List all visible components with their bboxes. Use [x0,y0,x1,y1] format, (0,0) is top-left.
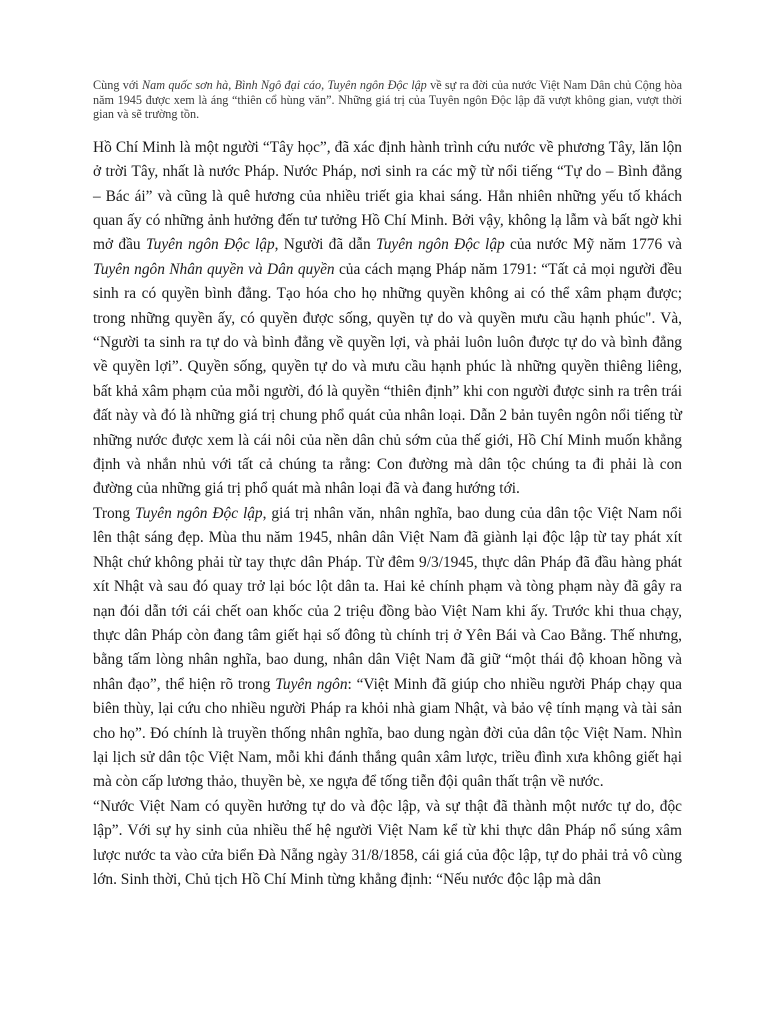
p2-title-2: Tuyên ngôn [275,675,348,693]
intro-text-1: Cùng với [93,78,142,92]
intro-text-4: về sự ra đời của nước Việt Nam Dân chủ Cộng hòa năm 1945 được xem là áng “thiên cổ hùng văn”. Những giá trị của Tuyên ngôn Độc lập đã vượt không gian, vượt thời gian và sẽ trường tồn. [93,78,682,122]
intro-text-2: , [228,78,235,92]
p1-title-1: Tuyên ngôn Độc lập [145,236,275,254]
paragraph-3 [93,795,682,893]
p1-text-a: Hồ Chí Minh là một người “Tây học”, đã xác định hành trình cứu nước về phương Tây, lăn lộn ở trời Tây, nhất là nước Pháp. Nước Pháp, nơi sinh ra các mỹ từ nổi tiếng “Tự do – Bình đẳng – Bác ái” và cũng là quê hương của nhiều triết gia khai sáng. Hẳn nhiên những yếu tố khách quan ấy có những ảnh hưởng đến tư tưởng Hồ Chí Minh. Bởi vậy, không lạ lẫm và bất ngờ khi mở đầu [93,138,682,254]
p1-text-b: , Người đã dẫn [274,236,376,254]
p1-text-c: của nước Mỹ năm 1776 và [504,236,683,254]
intro-title-nam-quoc-son-ha: Nam quốc sơn hà [141,78,229,92]
p2-text-a: Trong [93,504,135,522]
paragraph-1 [93,136,682,502]
p1-text-d: của cách mạng Pháp năm 1791: “Tất cả mọi người đều sinh ra có quyền bình đẳng. Tạo hóa cho họ những quyền không ai có thể xâm phạm được; trong những quyền ấy, có quyền được sống, quyền tự do và quyền mưu cầu hạnh phúc". Và, “Người ta sinh ra tự do và bình đẳng về quyền lợi, và phải luôn luôn được tự do và bình đẳng về quyền lợi”. Quyền sống, quyền tự do và mưu cầu hạnh phúc là những quyền thiêng liêng, bất khả xâm phạm của mỗi người, đó là quyền “thiên định” khi con người được sinh ra trên trái đất này và đó là những giá trị chung phổ quát của nhân loại. Dẫn 2 bản tuyên ngôn nổi tiếng từ những nước được xem là cái nôi của nền dân chủ sớm của thế giới, Hồ Chí Minh muốn khẳng định và nhắn nhủ với tất cả chúng ta rằng: Con đường mà dân tộc chúng ta đi phải là con đường của những giá trị phổ quát mà nhân loại đã và đang hướng tới. [93,260,682,498]
p2-text-b: , giá trị nhân văn, nhân nghĩa, bao dung của dân tộc Việt Nam nổi lên thật sáng đẹp. Mùa thu năm 1945, nhân dân Việt Nam đã giành lại độc lập từ tay phát xít Nhật chứ không phải từ tay thực dân Pháp. Từ đêm 9/3/1945, thực dân Pháp đã đầu hàng phát xít Nhật và sau đó quay trở lại bóc lột dân ta. Hai kẻ chính phạm và tòng phạm này đã gây ra nạn đói dẫn tới cái chết oan khốc của 2 triệu đồng bào Việt Nam khi ấy. Trước khi thua chạy, thực dân Pháp còn đang tâm giết hại số đông tù chính trị ở Yên Bái và Cao Bằng. Thế nhưng, bằng tấm lòng nhân nghĩa, bao dung, nhân dân Việt Nam đã giữ “một thái độ khoan hồng và nhân đạo”, thể hiện rõ trong [93,504,682,693]
p3-text-a: “Nước Việt Nam có quyền hưởng tự do và độc lập, và sự thật đã thành một nước tự do, độc lập”. Với sự hy sinh của nhiều thế hệ người Việt Nam kể từ khi thực dân Pháp nổ súng xâm lược nước ta vào cửa biển Đà Nẵng ngày 31/8/1858, cái giá của độc lập, tự do phải trả vô cùng lớn. Sinh thời, Chủ tịch Hồ Chí Minh từng khẳng định: “Nếu nước độc lập mà dân [93,797,682,888]
intro-title-tuyen-ngon-doc-lap: Tuyên ngôn Độc lập [327,78,427,92]
p2-title-1: Tuyên ngôn Độc lập [135,504,263,522]
p1-title-3: Tuyên ngôn Nhân quyền và Dân quyền [93,260,335,278]
paragraph-2 [93,502,682,795]
p2-text-c: : “Việt Minh đã giúp cho nhiều người Pháp chạy qua biên thùy, lại cứu cho nhiều người Pháp ra khỏi nhà giam Nhật, và bảo vệ tính mạng và tài sản cho họ”. Đó chính là truyền thống nhân nghĩa, bao dung ngàn đời của dân tộc Việt Nam. Nhìn lại lịch sử dân tộc Việt Nam, mỗi khi đánh thắng quân xâm lược, triều đình xưa không giết hại mà còn cấp lương thảo, thuyền bè, xe ngựa để tống tiễn đội quân thất trận về nước. [93,675,682,791]
intro-text-3: , [321,78,328,92]
intro-summary [93,78,682,122]
intro-title-binh-ngo-dai-cao: Bình Ngô đại cáo [234,78,322,92]
p1-title-2: Tuyên ngôn Độc lập [375,236,505,254]
